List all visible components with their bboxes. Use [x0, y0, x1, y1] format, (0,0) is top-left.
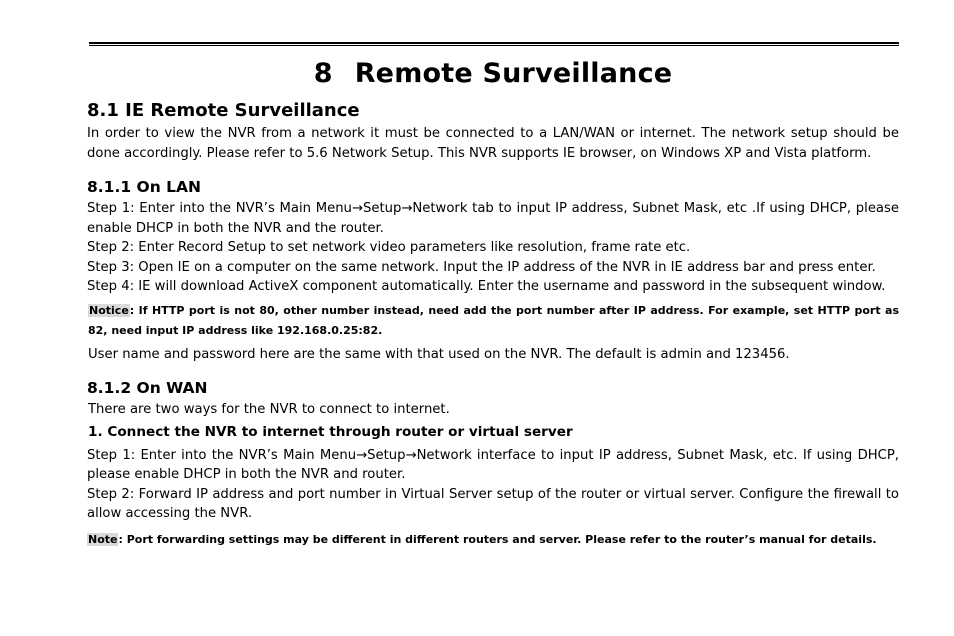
chapter-title: [87, 58, 899, 90]
lan-step-3: Step 3: Open IE on a computer on the same network. Input the IP address of the NVR in IE address bar and press enter.: [87, 259, 876, 275]
chapter-title-text: Remote Surveillance: [354, 58, 673, 89]
chapter-number: 8: [313, 58, 333, 89]
notice-text: : If HTTP port is not 80, other number instead, need add the port number after IP address. For example, set HTTP port as 82, need input IP address like 192.168.0.25:82.: [88, 303, 899, 337]
lan-notice: [87, 301, 899, 341]
section-heading-8-1-2: 8.1.2 On WAN: [87, 379, 208, 397]
section-heading-8-1: 8.1 IE Remote Surveillance: [87, 100, 360, 121]
wan-intro: There are two ways for the NVR to connect to internet.: [88, 402, 450, 417]
section-heading-8-1-1: 8.1.1 On LAN: [87, 178, 201, 196]
wan-step-1: Step 1: Enter into the NVR’s Main Menu→Setup→Network interface to input IP address, Subnet Mask, etc. If using DHCP, please enable DHCP in both the NVR and router.: [87, 447, 899, 482]
header-rule: [89, 42, 899, 46]
lan-step-1: Step 1: Enter into the NVR’s Main Menu→Setup→Network tab to input IP address, Subnet Mask, etc .If using DHCP, please enable DHCP in both the NVR and the router.: [87, 201, 899, 236]
wan-step-2: Step 2: Forward IP address and port number in Virtual Server setup of the router or virtual server. Configure the firewall to allow accessing the NVR.: [87, 486, 899, 521]
wan-method-1-heading: 1. Connect the NVR to internet through router or virtual server: [88, 423, 573, 440]
section-8-1-intro: In order to view the NVR from a network it must be connected to a LAN/WAN or internet. The network setup should be done accordingly. Please refer to 5.6 Network Setup. This NVR supports IE browser, on Windows XP and Vista platform.: [87, 126, 899, 161]
note-label: Note: [88, 532, 118, 546]
credentials-note: User name and password here are the same with that used on the NVR. The default is admin and 123456.: [88, 346, 790, 362]
note-text: : Port forwarding settings may be different in different routers and server. Please refer to the router’s manual for details.: [118, 532, 877, 546]
lan-step-2: Step 2: Enter Record Setup to set network video parameters like resolution, frame rate etc.: [87, 240, 691, 255]
document-page: [87, 42, 899, 550]
lan-step-4: Step 4: IE will download ActiveX component automatically. Enter the username and password in the subsequent window.: [87, 279, 886, 294]
notice-label: Notice: [89, 303, 129, 317]
wan-note: [87, 530, 899, 550]
